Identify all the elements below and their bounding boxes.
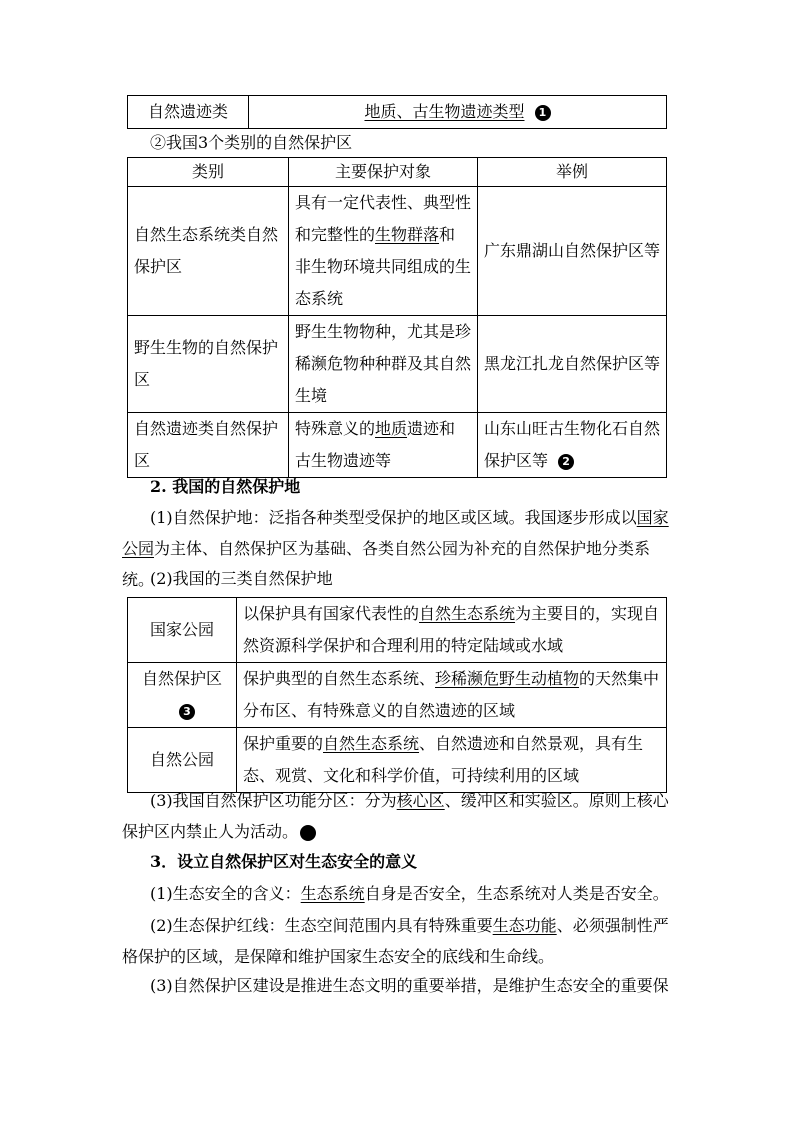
top-fragment-table	[127, 95, 667, 129]
badge-2: 2	[558, 454, 574, 470]
badge-4: 4	[300, 825, 316, 841]
table2-name: 国家公园	[149, 620, 214, 639]
p3-underlined: 核心区	[396, 791, 445, 810]
table1-header-example: 举例	[478, 158, 667, 187]
table1-header-category: 类别	[128, 158, 289, 187]
table1-obj-cell	[289, 316, 478, 413]
table1-obj-pre: 具有一定代表性、典型性和完整性的	[295, 193, 472, 244]
paragraph-2: (2)我国的三类自然保护地	[150, 569, 333, 588]
reserve-categories-table	[127, 157, 667, 478]
table-row	[128, 728, 667, 793]
table1-obj-pre: 特殊意义的	[295, 419, 376, 438]
badge-3: 3	[179, 704, 195, 720]
table2-desc-underlined: 自然生态系统	[323, 734, 420, 753]
table1-ex: 广东鼎湖山自然保护区等	[484, 241, 661, 260]
p1-pre: (1)自然保护地：泛指各种类型受保护的地区或区域。我国逐步形成以	[150, 508, 637, 527]
table2-name: 自然保护区	[142, 669, 223, 688]
table1-header-row	[128, 158, 667, 187]
table1-obj-cell	[289, 187, 478, 316]
table1-cat: 野生生物的自然保护区	[134, 338, 279, 389]
p1-post: 为主体、自然保护区为基础、各类自然公园为补充的自然保护地分类系统。	[122, 539, 651, 589]
top-object-cell	[249, 96, 667, 129]
table2-desc-cell	[237, 728, 667, 793]
table1-cat: 自然遗迹类自然保护区	[134, 419, 279, 470]
table2-name-cell	[128, 728, 237, 793]
section-2-heading: ②我国3个类别的自然保护区	[150, 133, 353, 152]
table1-ex-cell	[478, 413, 667, 478]
top-category: 自然遗迹类	[147, 102, 228, 121]
paragraph-4	[122, 878, 670, 909]
table1-obj-pre: 野生生物物种，尤其是珍稀濒危物种种群及其自然生境	[295, 322, 472, 405]
heading-3: 3．设立自然保护区对生态安全的意义	[150, 852, 418, 871]
p4-underlined: 生态系统	[300, 884, 365, 903]
table1-ex-cell	[478, 187, 667, 316]
paragraph-6: (3)自然保护区建设是推进生态文明的重要举措，是维护生态安全的重要保	[150, 976, 669, 995]
table2-name-cell	[128, 663, 237, 728]
p3-pre: (3)我国自然保护区功能分区：分为	[150, 791, 397, 810]
p5-pre: (2)生态保护红线：生态空间范围内具有特殊重要	[150, 916, 493, 935]
table1-obj-post: 遗迹和古生物遗迹等	[295, 419, 456, 470]
table1-ex: 黑龙江扎龙自然保护区等	[484, 354, 661, 373]
p3-post: 、缓冲区和实验区。原则上核心保护区内禁止人为活动。	[122, 791, 669, 841]
table2-desc-post: 为主要目的，实现自然资源科学保护和合理利用的特定陆域或水域	[243, 604, 660, 655]
protected-area-types-table	[127, 597, 667, 793]
p5-underlined: 生态功能	[492, 916, 557, 935]
table1-cat-cell	[128, 413, 289, 478]
table1-header-object: 主要保护对象	[289, 158, 478, 187]
table2-desc-pre: 保护重要的	[243, 734, 324, 753]
table1-obj-underlined: 生物群落	[375, 225, 440, 244]
table1-obj-cell	[289, 413, 478, 478]
top-category-cell	[128, 96, 249, 129]
table-row	[128, 187, 667, 316]
table-row	[128, 663, 667, 728]
table2-desc-pre: 以保护具有国家代表性的	[243, 604, 420, 623]
table2-desc-underlined: 珍稀濒危野生动植物	[435, 669, 580, 688]
table2-desc-post: 的天然集中分布区、有特殊意义的自然遗迹的区域	[243, 669, 660, 720]
table1-cat-cell	[128, 187, 289, 316]
paragraph-5	[122, 910, 670, 972]
p4-post: 自身是否安全，生态系统对人类是否安全。	[364, 884, 669, 903]
table-row	[128, 316, 667, 413]
table2-desc-cell	[237, 663, 667, 728]
table1-cat: 自然生态系统类自然保护区	[134, 225, 279, 276]
p4-pre: (1)生态安全的含义：	[150, 884, 301, 903]
table2-desc-underlined: 自然生态系统	[419, 604, 516, 623]
table1-cat-cell	[128, 316, 289, 413]
badge-1: 1	[535, 105, 551, 121]
table2-desc-cell	[237, 598, 667, 663]
table1-obj-underlined: 地质	[375, 419, 408, 438]
table-row	[128, 598, 667, 663]
table1-ex: 山东山旺古生物化石自然保护区等	[484, 419, 661, 470]
table2-desc-pre: 保护典型的自然生态系统、	[243, 669, 436, 688]
table-row	[128, 413, 667, 478]
p5-post: 、必须强制性严格保护的区域，是保障和维护国家生态安全的底线和生命线。	[122, 916, 669, 966]
table1-ex-cell	[478, 316, 667, 413]
table2-desc-post: 、自然遗迹和自然景观，具有生态、观赏、文化和科学价值，可持续利用的区域	[243, 734, 644, 785]
p1-underlined: 国家公园	[122, 508, 669, 558]
paragraph-3	[122, 785, 670, 847]
table1-obj-post: 和非生物环境共同组成的生态系统	[295, 225, 472, 308]
table2-name: 自然公园	[149, 750, 214, 769]
top-object: 地质、古生物遗迹类型	[364, 102, 525, 121]
heading-2: 2. 我国的自然保护地	[150, 477, 301, 496]
table2-name-cell	[128, 598, 237, 663]
